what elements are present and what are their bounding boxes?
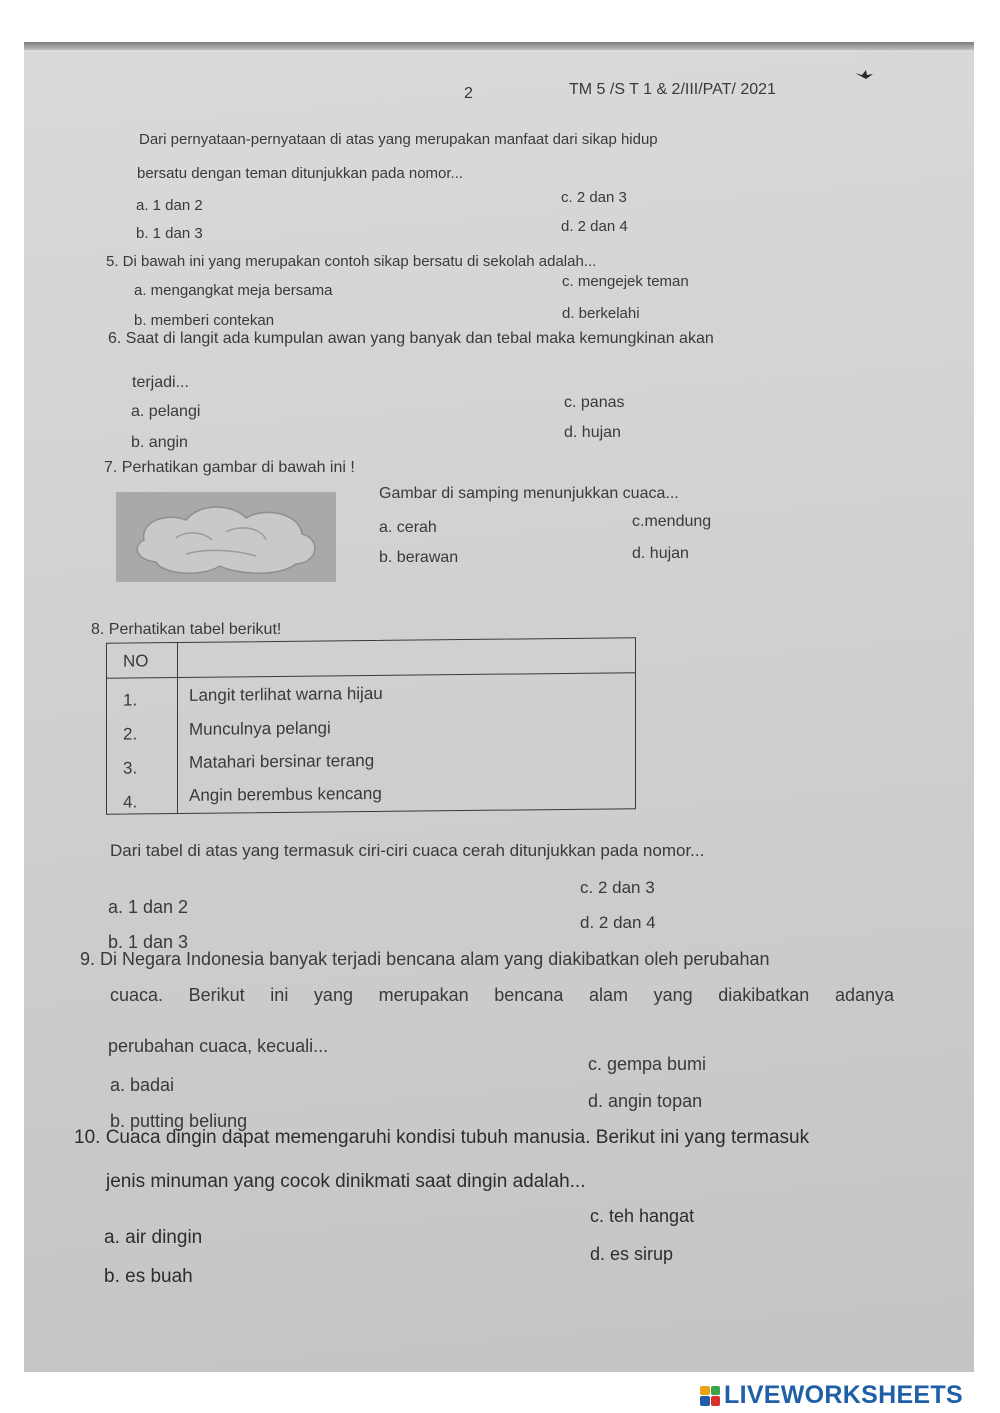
q9-option-b: b. putting beliung [110, 1111, 248, 1131]
q7-text: 7. Perhatikan gambar di bawah ini ! [104, 459, 355, 476]
table-row-4-no: 4. [123, 792, 138, 812]
q9-text-line2: cuaca. Berikut ini yang merupakan bencana alam yang diakibatkan adanya [110, 985, 894, 1005]
q10-option-a: a. air dingin [104, 1227, 203, 1248]
liveworksheets-text: LIVEWORKSHEETS [724, 1381, 963, 1409]
q9-text-line1: 9. Di Negara Indonesia banyak terjadi bencana alam yang diakibatkan oleh perubahan [80, 949, 770, 969]
worksheet-photo [24, 42, 974, 1372]
weather-table [106, 637, 636, 815]
bird-doodle-icon [854, 68, 874, 86]
q8-question: Dari tabel di atas yang termasuk ciri-ciri cuaca cerah ditunjukkan pada nomor... [110, 841, 705, 860]
table-row-1-desc: Langit terlihat warna hijau [189, 683, 383, 705]
exam-code: TM 5 /S T 1 & 2/III/PAT/ 2021 [569, 81, 776, 98]
table-row-4-desc: Angin berembus kencang [189, 783, 382, 805]
table-row-3-desc: Matahari bersinar terang [189, 750, 375, 772]
q7-option-d: d. hujan [632, 545, 689, 562]
liveworksheets-grid-icon [700, 1386, 720, 1406]
q7-prompt: Gambar di samping menunjukkan cuaca... [379, 485, 679, 502]
q4-option-a: a. 1 dan 2 [136, 197, 203, 214]
table-row-2-desc: Munculnya pelangi [189, 718, 331, 739]
q8-text: 8. Perhatikan tabel berikut! [91, 621, 282, 638]
q6-option-d: d. hujan [564, 424, 621, 441]
q4-option-b: b. 1 dan 3 [136, 225, 203, 242]
q6-option-a: a. pelangi [131, 403, 201, 420]
q9-option-a: a. badai [110, 1075, 175, 1095]
q5-option-b: b. memberi contekan [134, 312, 275, 329]
table-row-1-no: 1. [123, 690, 138, 710]
q6-text-line1: 6. Saat di langit ada kumpulan awan yang banyak dan tebal maka kemungkinan akan [108, 330, 714, 347]
q5-text: 5. Di bawah ini yang merupakan contoh sikap bersatu di sekolah adalah... [106, 253, 597, 270]
cloud-image [116, 492, 336, 582]
page-number: 2 [464, 85, 473, 102]
q6-option-c: c. panas [564, 394, 625, 411]
q9-option-c: c. gempa bumi [588, 1054, 707, 1074]
q7-option-b: b. berawan [379, 549, 459, 566]
q8-option-b: b. 1 dan 3 [108, 932, 189, 952]
liveworksheets-logo [700, 1381, 963, 1410]
q4-text-line2: bersatu dengan teman ditunjukkan pada nomor... [137, 165, 464, 182]
q6-text-line2: terjadi... [132, 374, 189, 391]
q5-option-d: d. berkelahi [562, 305, 640, 322]
q10-option-b: b. es buah [104, 1266, 193, 1287]
q8-option-a: a. 1 dan 2 [108, 897, 189, 917]
q7-option-a: a. cerah [379, 519, 437, 536]
q6-option-b: b. angin [131, 434, 188, 451]
q4-text-line1: Dari pernyataan-pernyataan di atas yang merupakan manfaat dari sikap hidup [139, 131, 658, 148]
q10-option-d: d. es sirup [590, 1244, 674, 1264]
q8-option-c: c. 2 dan 3 [580, 878, 655, 897]
q9-option-d: d. angin topan [588, 1091, 703, 1111]
q4-option-c: c. 2 dan 3 [561, 189, 627, 206]
table-row-3-no: 3. [123, 758, 138, 778]
q10-option-c: c. teh hangat [590, 1206, 695, 1226]
q8-option-d: d. 2 dan 4 [580, 913, 656, 932]
q10-text-line1: 10. Cuaca dingin dapat memengaruhi kondisi tubuh manusia. Berikut ini yang termasuk [74, 1127, 810, 1148]
q7-option-c: c.mendung [632, 513, 712, 530]
q5-option-c: c. mengejek teman [562, 273, 689, 290]
q4-option-d: d. 2 dan 4 [561, 218, 628, 235]
q5-option-a: a. mengangkat meja bersama [134, 282, 333, 299]
table-header-no: NO [123, 651, 149, 671]
q10-text-line2: jenis minuman yang cocok dinikmati saat dingin adalah... [106, 1171, 586, 1192]
q9-text-line3: perubahan cuaca, kecuali... [108, 1036, 329, 1056]
table-row-2-no: 2. [123, 724, 138, 744]
